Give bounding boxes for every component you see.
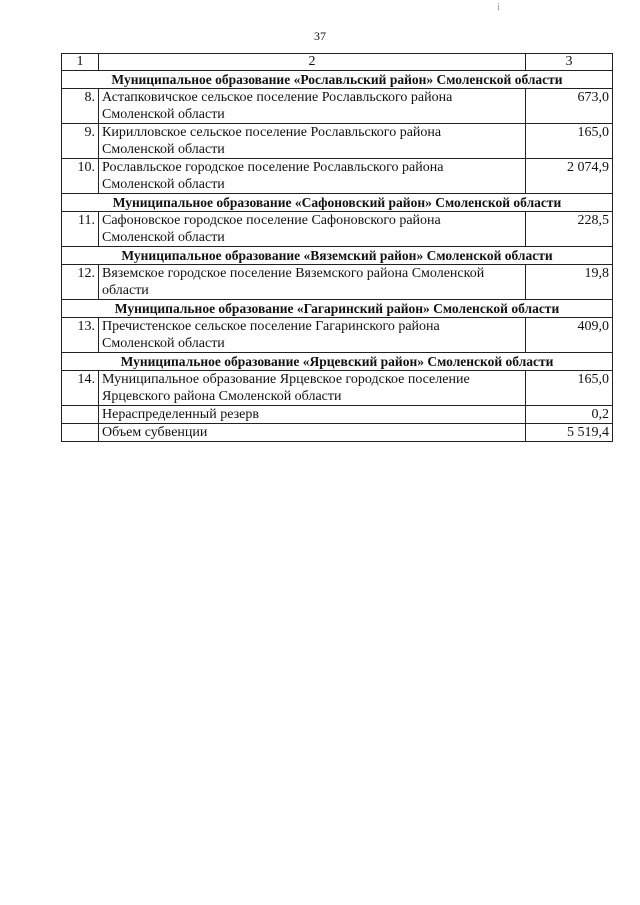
header-row: [62, 54, 613, 71]
header-cell: 2: [99, 54, 526, 71]
total-value: 5 519,4: [526, 424, 613, 442]
header-cell: 1: [62, 54, 99, 71]
reserve-value: 0,2: [526, 406, 613, 424]
row-number: [62, 424, 99, 442]
row-value: 673,0: [526, 89, 613, 124]
group-title: Муниципальное образование «Гагаринский район» Смоленской области: [62, 300, 613, 318]
row-name: Сафоновское городское поселение Сафоновского района Смоленской области: [99, 212, 526, 247]
row-value: 165,0: [526, 124, 613, 159]
group-row: [62, 194, 613, 212]
row-number: 8.: [62, 89, 99, 124]
group-row: [62, 247, 613, 265]
row-name: Вяземское городское поселение Вяземского района Смоленской области: [99, 265, 526, 300]
row-number: 14.: [62, 371, 99, 406]
reserve-label: Нераспределенный резерв: [99, 406, 526, 424]
group-title: Муниципальное образование «Вяземский район» Смоленской области: [62, 247, 613, 265]
row-number: 12.: [62, 265, 99, 300]
group-row: [62, 300, 613, 318]
row-name: Рославльское городское поселение Рославльского района Смоленской области: [99, 159, 526, 194]
row-name: Кирилловское сельское поселение Рославльского района Смоленской области: [99, 124, 526, 159]
table-row: [62, 371, 613, 406]
row-value: 19,8: [526, 265, 613, 300]
group-title: Муниципальное образование «Рославльский район» Смоленской области: [62, 71, 613, 89]
total-label: Объем субвенции: [99, 424, 526, 442]
row-value: 409,0: [526, 318, 613, 353]
table-row: [62, 89, 613, 124]
row-value: 2 074,9: [526, 159, 613, 194]
table-row: [62, 265, 613, 300]
group-row: [62, 71, 613, 89]
table-row: [62, 318, 613, 353]
total-row: [62, 424, 613, 442]
row-value: 165,0: [526, 371, 613, 406]
table-row: [62, 159, 613, 194]
reserve-row: [62, 406, 613, 424]
row-value: 228,5: [526, 212, 613, 247]
row-number: [62, 406, 99, 424]
row-name: Астапковичское сельское поселение Рославльского района Смоленской области: [99, 89, 526, 124]
row-number: 13.: [62, 318, 99, 353]
group-title: Муниципальное образование «Сафоновский район» Смоленской области: [62, 194, 613, 212]
row-name: Муниципальное образование Ярцевское городское поселение Ярцевского района Смоленской области: [99, 371, 526, 406]
subvention-table: [61, 53, 613, 442]
row-number: 11.: [62, 212, 99, 247]
table-row: [62, 212, 613, 247]
row-name: Пречистенское сельское поселение Гагаринского района Смоленской области: [99, 318, 526, 353]
table-row: [62, 124, 613, 159]
row-number: 10.: [62, 159, 99, 194]
scan-mark: ⅰ: [497, 2, 500, 12]
group-row: [62, 353, 613, 371]
row-number: 9.: [62, 124, 99, 159]
header-cell: 3: [526, 54, 613, 71]
page-number: 37: [314, 29, 326, 43]
group-title: Муниципальное образование «Ярцевский район» Смоленской области: [62, 353, 613, 371]
